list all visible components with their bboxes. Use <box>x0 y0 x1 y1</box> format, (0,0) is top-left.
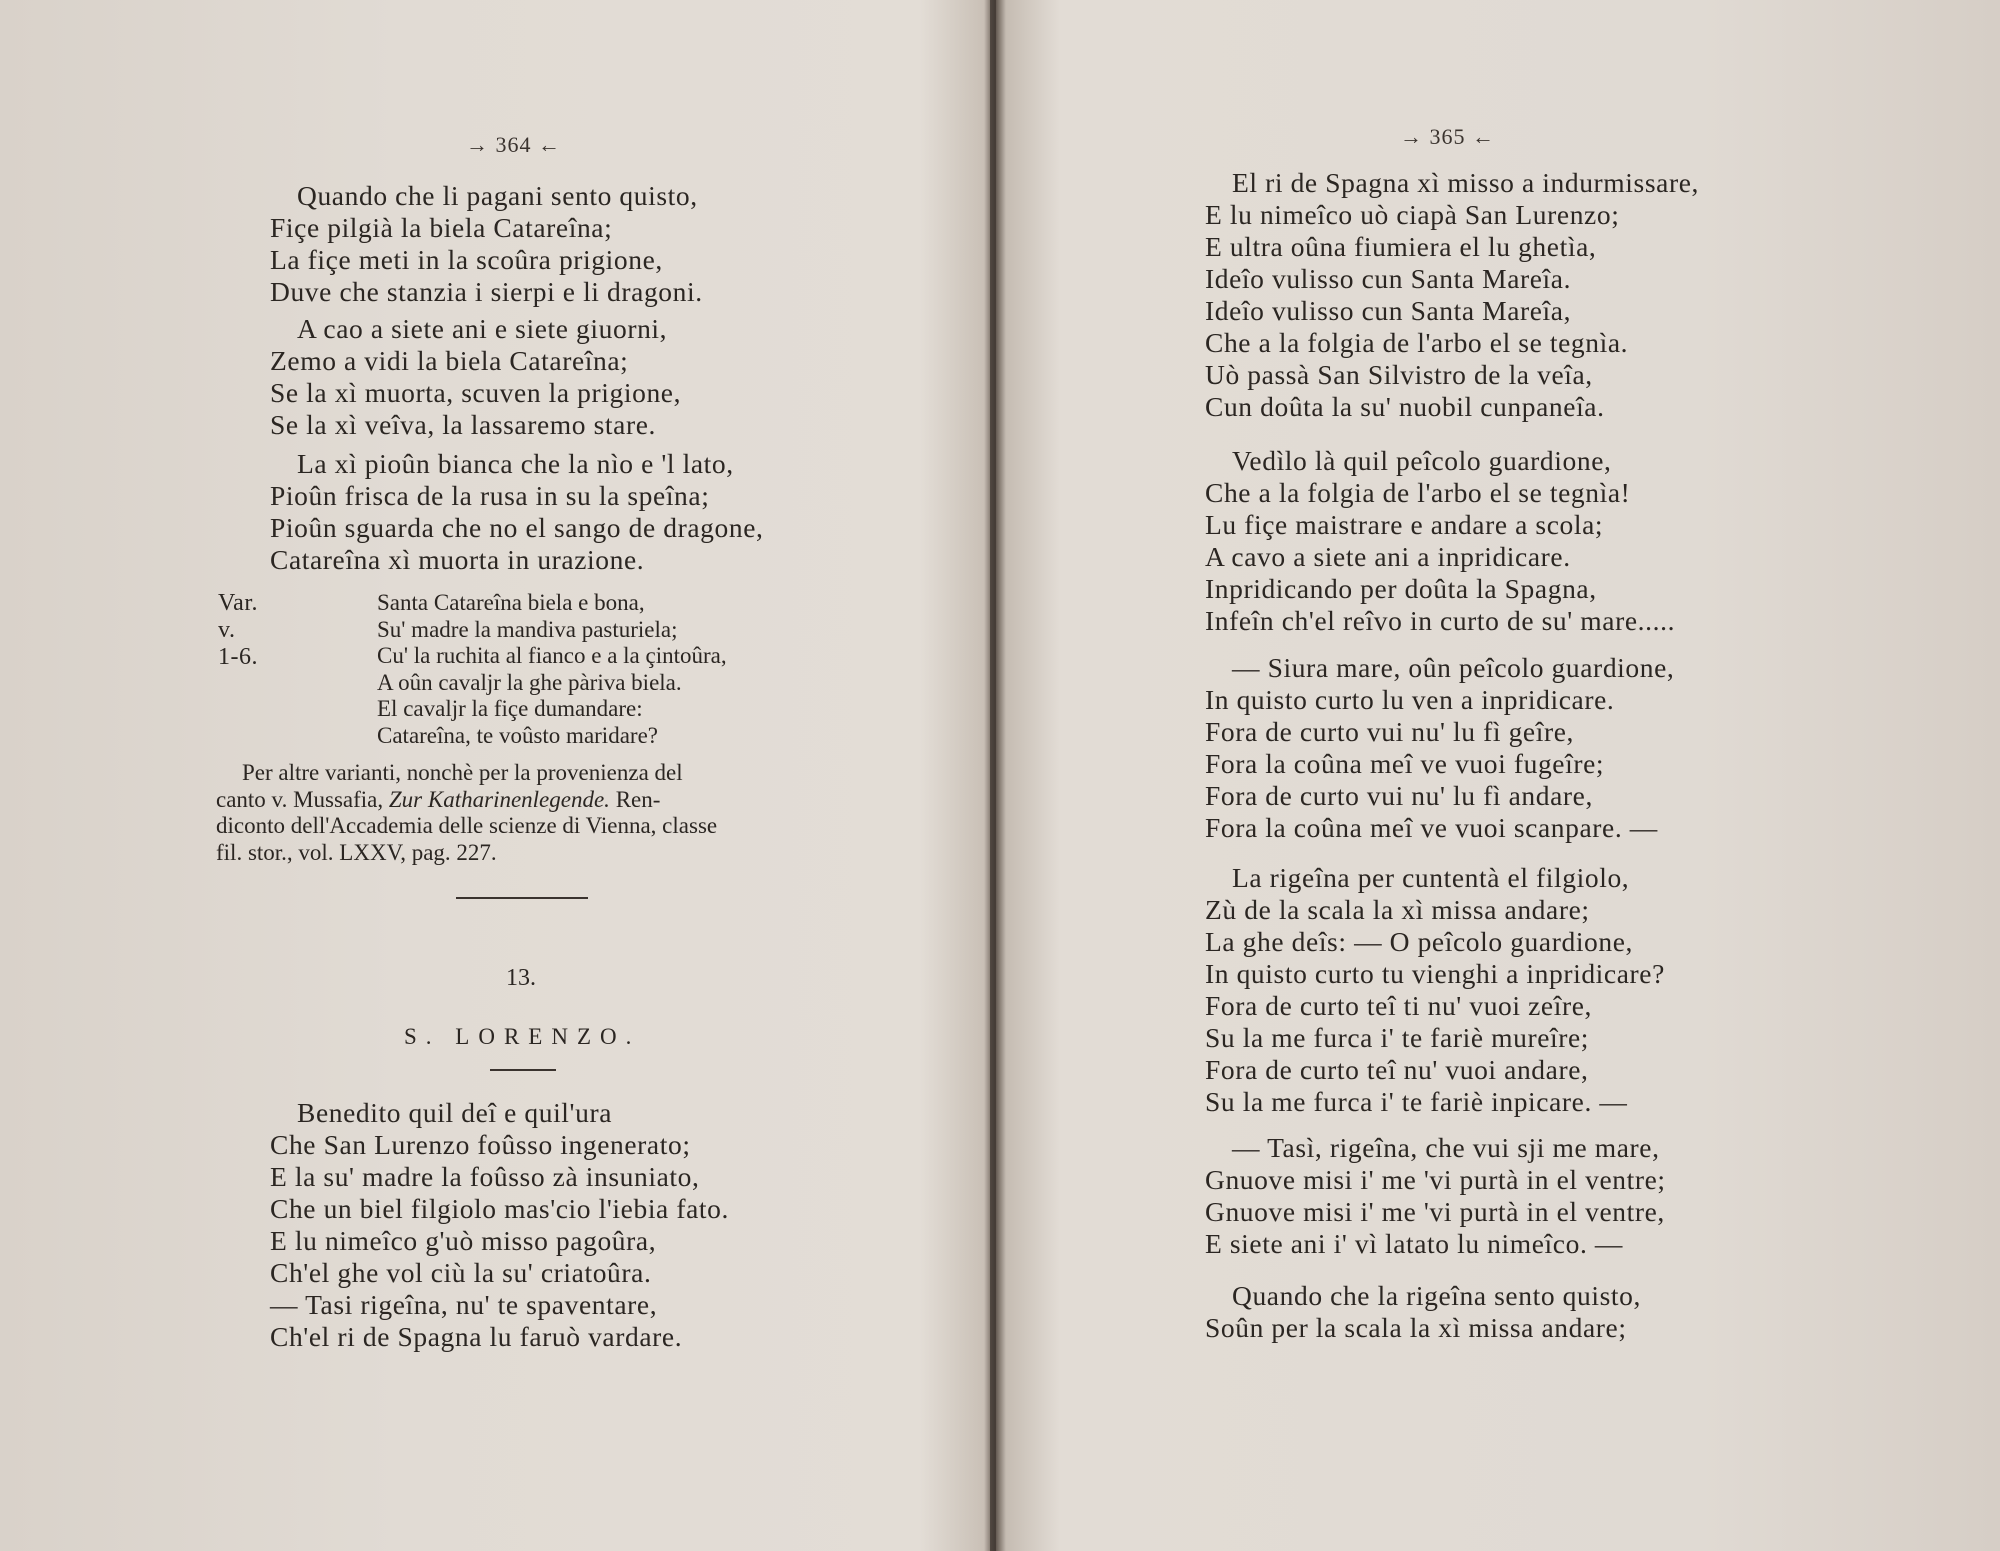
verse-line: Su la me furca i' te fariè inpicare. — <box>1205 1086 1628 1117</box>
verse-line: — Tasi rigeîna, nu' te spaventare, <box>270 1289 658 1320</box>
verse-line: E la su' madre la foûsso zà insuniato, <box>270 1161 700 1192</box>
verse-line: E lu nimeîco g'uò misso pagoûra, <box>270 1225 657 1256</box>
verse-line: E ultra oûna fiumiera el lu ghetìa, <box>1205 231 1597 262</box>
stanza <box>1205 652 1674 844</box>
verse-line: El ri de Spagna xì misso a indurmissare, <box>1232 167 1699 198</box>
stanza <box>1205 167 1699 423</box>
verse-line: Ch'el ri de Spagna lu faruò vardare. <box>270 1321 683 1352</box>
variant-label: Var. v. 1-6. <box>218 590 258 670</box>
verse-line: Vedìlo là quil peîcolo guardione, <box>1232 445 1612 476</box>
stanza <box>270 448 764 576</box>
stanza <box>1205 1280 1641 1344</box>
verse-line: Fiçe pilgià la biela Catareîna; <box>270 212 613 243</box>
variant-lines <box>377 590 727 749</box>
title-underline <box>490 1069 556 1071</box>
verse-line: Soûn per la scala la xì missa andare; <box>1205 1312 1627 1343</box>
variant-line: El cavaljr la fiçe dumandare: <box>377 696 643 721</box>
note-line: fil. stor., vol. LXXV, pag. 227. <box>216 839 497 865</box>
verse-line: Che a la folgia de l'arbo el se tegnìa! <box>1205 477 1631 508</box>
variant-line: A oûn cavaljr la ghe pàriva biela. <box>377 669 682 695</box>
verse-line: In quisto curto tu vienghi a inpridicare? <box>1205 958 1665 989</box>
stanza <box>270 1097 729 1353</box>
verse-line: Zemo a vidi la biela Catareîna; <box>270 345 629 376</box>
note-line: diconto dell'Accademia delle scienze di Vienna, classe <box>216 813 718 838</box>
verse-line: Fora de curto vui nu' lu fì andare, <box>1205 780 1593 811</box>
verse-line: La xì pioûn bianca che la nìo e 'l lato, <box>297 448 734 479</box>
verse-line: Inpridicando per doûta la Spagna, <box>1205 573 1597 604</box>
verse-line: Se la xì muorta, scuven la prigione, <box>270 377 682 408</box>
verse-line: Catareîna xì muorta in urazione. <box>270 544 645 575</box>
bibliographic-note <box>216 760 831 866</box>
section-divider <box>456 897 588 899</box>
verse-line: Quando che li pagani sento quisto, <box>297 180 698 211</box>
verse-line: Su la me furca i' te fariè mureîre; <box>1205 1022 1590 1053</box>
stanza <box>1205 445 1675 637</box>
verse-line: Quando che la rigeîna sento quisto, <box>1232 1280 1641 1311</box>
variant-line: Cu' la ruchita al fianco e a la çintoûra, <box>377 643 727 668</box>
verse-line: Gnuove misi i' me 'vi purtà in el ventre, <box>1205 1196 1665 1227</box>
stanza <box>270 313 681 441</box>
verse-line: Fora la coûna meî ve vuoi fugeîre; <box>1205 748 1605 779</box>
page-number: → 364 ← <box>466 132 561 157</box>
verse-line: — Tasì, rigeîna, che vui sji me mare, <box>1232 1132 1660 1163</box>
verse-line: A cavo a siete ani a inpridicare. <box>1205 541 1571 572</box>
verse-line: Ideîo vulisso cun Santa Mareîa. <box>1205 263 1572 294</box>
right-page <box>1000 0 2000 1551</box>
verse-line: Se la xì veîva, la lassaremo stare. <box>270 409 657 440</box>
verse-line: Benedito quil deî e quil'ura <box>297 1097 613 1128</box>
section-title: S. LORENZO. <box>404 1024 641 1049</box>
verse-line: La fiçe meti in la scoûra prigione, <box>270 244 663 275</box>
book-gutter <box>990 0 996 1551</box>
page-number: → 365 ← <box>1400 124 1495 149</box>
verse-line: Uò passà San Silvistro de la veîa, <box>1205 359 1593 390</box>
note-title: Zur Katharinenlegende. <box>388 786 610 812</box>
section-number: 13. <box>506 965 536 991</box>
variant-line: Su' madre la mandiva pasturiela; <box>377 616 678 642</box>
verse-line: Fora de curto teî ti nu' vuoi zeîre, <box>1205 990 1592 1021</box>
variant-line: Santa Catareîna biela e bona, <box>377 590 645 615</box>
verse-line: In quisto curto lu ven a inpridicare. <box>1205 684 1615 715</box>
verse-line: E lu nimeîco uò ciapà San Lurenzo; <box>1205 199 1620 230</box>
stanza <box>1205 1132 1666 1260</box>
verse-line: La ghe deîs: — O peîcolo guardione, <box>1205 926 1634 957</box>
verse-line: A cao a siete ani e siete giuorni, <box>297 313 668 344</box>
verse-line: Cun doûta la su' nuobil cunpaneîa. <box>1205 391 1605 422</box>
variant-line: Catareîna, te voûsto maridare? <box>377 722 658 748</box>
verse-line: Fora de curto teî nu' vuoi andare, <box>1205 1054 1589 1085</box>
verse-line: Che a la folgia de l'arbo el se tegnìa. <box>1205 327 1629 358</box>
note-author: canto v. Mussafia, <box>216 786 384 812</box>
stanza <box>270 180 703 308</box>
verse-line: Pioûn sguarda che no el sango de dragone, <box>270 512 764 543</box>
stanza <box>1205 862 1665 1118</box>
verse-line: E siete ani i' vì latato lu nimeîco. — <box>1205 1228 1624 1259</box>
verse-line: La rigeîna per cuntentà el filgiolo, <box>1232 862 1630 893</box>
verse-line: Che San Lurenzo foûsso ingenerato; <box>270 1129 691 1160</box>
verse-line: Che un biel filgiolo mas'cio l'iebia fato. <box>270 1193 729 1224</box>
verse-line: Pioûn frisca de la rusa in su la speîna; <box>270 480 710 511</box>
verse-line: Gnuove misi i' me 'vi purtà in el ventre; <box>1205 1164 1666 1195</box>
verse-line: Infeîn ch'el reîvo in curto de su' mare..... <box>1205 605 1676 636</box>
note-line <box>216 787 831 814</box>
note-line: Per altre varianti, nonchè per la provenienza del <box>242 760 683 785</box>
verse-line: Zù de la scala la xì missa andare; <box>1205 894 1590 925</box>
note-continuation: Ren- <box>615 786 661 812</box>
verse-line: Fora de curto vui nu' lu fì geîre, <box>1205 716 1575 747</box>
verse-line: Fora la coûna meî ve vuoi scanpare. — <box>1205 812 1658 843</box>
verse-line: Lu fiçe maistrare e andare a scola; <box>1205 509 1604 540</box>
verse-line: Ch'el ghe vol ciù la su' criatoûra. <box>270 1257 652 1288</box>
left-page <box>0 0 990 1551</box>
verse-line: — Siura mare, oûn peîcolo guardione, <box>1232 652 1675 683</box>
verse-line: Duve che stanzia i sierpi e li dragoni. <box>270 276 703 307</box>
verse-line: Ideîo vulisso cun Santa Mareîa, <box>1205 295 1572 326</box>
